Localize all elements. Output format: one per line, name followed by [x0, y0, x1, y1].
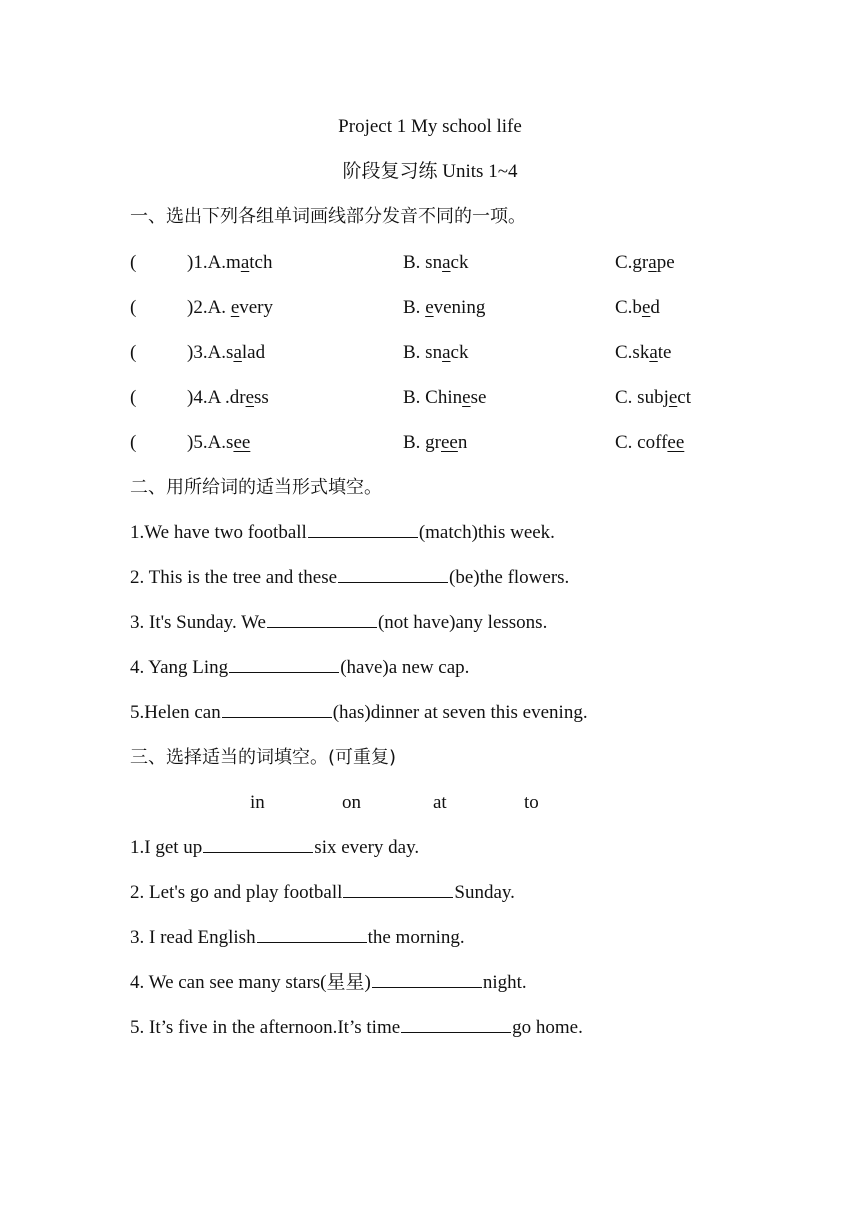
option-text: 4.A .dr [193, 387, 246, 408]
answer-blank[interactable] [372, 971, 482, 988]
question-text: 2. Let's go and play football [130, 882, 343, 903]
option-c [615, 386, 691, 410]
option-text: C. subj [615, 387, 669, 408]
question-text: 5.Helen can [130, 702, 221, 723]
section1-heading: 一、选出下列各组单词画线部分发音不同的一项。 [130, 206, 526, 227]
question-text: 2. This is the tree and these [130, 567, 338, 588]
answer-bracket: ( [130, 297, 137, 318]
option-text: 2.A. [193, 297, 231, 318]
fill-blank-question [130, 521, 555, 545]
option-text: te [657, 342, 672, 363]
option-c [615, 296, 660, 320]
word-bank [0, 791, 860, 815]
answer-blank[interactable] [267, 611, 377, 628]
pronunciation-question [0, 386, 860, 410]
section2-heading: 二、用所给词的适当形式填空。 [130, 477, 382, 498]
fill-blank-question [130, 656, 469, 680]
option-text: B. Chin [403, 387, 463, 408]
option-b [403, 431, 467, 455]
question-text: Sunday. [454, 882, 515, 903]
underlined-letters: e [668, 387, 678, 408]
underlined-letters: ee [441, 432, 458, 453]
option-text: ck [450, 342, 469, 363]
page-title: Project 1 My school life [338, 116, 522, 137]
option-text: 1.A.m [193, 252, 241, 273]
question-text: (not have)any lessons. [377, 612, 548, 633]
answer-bracket: ( [130, 432, 137, 453]
option-text: 5.A.s [193, 432, 234, 453]
answer-bracket-close: ) [187, 297, 194, 318]
pronunciation-question [0, 296, 860, 320]
question-text: six every day. [314, 837, 420, 858]
option-text: C.b [615, 297, 642, 318]
question-text: 1.I get up [130, 837, 203, 858]
option-text: B. [403, 297, 426, 318]
question-text: 3. It's Sunday. We [130, 612, 266, 633]
question-text: (match)this week. [418, 522, 555, 543]
question-text: the morning. [367, 927, 465, 948]
underlined-letters: a [442, 252, 451, 273]
question-text: 4. We can see many stars(星星) [130, 972, 371, 993]
option-text: d [650, 297, 660, 318]
underlined-letters: ee [233, 432, 251, 453]
answer-blank[interactable] [203, 836, 313, 853]
answer-bracket: ( [130, 387, 137, 408]
fill-blank-question [130, 971, 527, 995]
question-text: go home. [512, 1017, 583, 1038]
option-a [187, 341, 265, 365]
option-b [403, 296, 485, 320]
question-text: night. [482, 972, 527, 993]
answer-blank[interactable] [222, 701, 332, 718]
question-text: 4. Yang Ling [130, 657, 229, 678]
option-a [187, 251, 272, 275]
option-a [187, 431, 250, 455]
answer-blank[interactable] [308, 521, 418, 538]
option-text: B. gr [403, 432, 441, 453]
underlined-letters: a [442, 342, 451, 363]
pronunciation-question [0, 251, 860, 275]
fill-blank-question [130, 566, 569, 590]
option-text: 3.A.s [193, 342, 234, 363]
answer-blank[interactable] [401, 1016, 511, 1033]
answer-bracket: ( [130, 252, 137, 273]
pronunciation-question [0, 341, 860, 365]
fill-blank-question [130, 701, 588, 725]
answer-blank[interactable] [229, 656, 339, 673]
underlined-letters: ee [667, 432, 685, 453]
question-text: 1.We have two football [130, 522, 307, 543]
fill-blank-question [130, 836, 419, 860]
word-bank-item: at [433, 792, 447, 813]
option-text: B. sn [403, 252, 443, 273]
fill-blank-question [130, 881, 515, 905]
answer-bracket: ( [130, 342, 137, 363]
underlined-letters: e [425, 297, 434, 318]
option-a [187, 386, 269, 410]
option-text: vening [433, 297, 486, 318]
page-subtitle: 阶段复习练 Units 1~4 [342, 161, 518, 182]
option-b [403, 251, 468, 275]
fill-blank-question [130, 1016, 583, 1040]
underlined-letters: e [230, 297, 240, 318]
underlined-letters: a [240, 252, 250, 273]
answer-bracket-close: ) [187, 342, 194, 363]
option-text: ck [450, 252, 469, 273]
question-text: (have)a new cap. [340, 657, 470, 678]
option-text: very [239, 297, 274, 318]
fill-blank-question [130, 611, 547, 635]
word-bank-item: to [524, 792, 539, 813]
answer-blank[interactable] [343, 881, 453, 898]
option-c [615, 341, 671, 365]
question-text: 3. I read English [130, 927, 256, 948]
underlined-letters: a [233, 342, 242, 363]
option-text: C.gr [615, 252, 649, 273]
option-text: B. sn [403, 342, 443, 363]
option-text: tch [249, 252, 273, 273]
option-text: ct [677, 387, 692, 408]
question-text: 5. It’s five in the afternoon.It’s time [130, 1017, 401, 1038]
option-text: n [457, 432, 468, 453]
word-bank-item: in [250, 792, 265, 813]
option-text: C.sk [615, 342, 650, 363]
option-text: lad [241, 342, 266, 363]
answer-bracket-close: ) [187, 252, 194, 273]
option-c [615, 251, 675, 275]
option-a [187, 296, 273, 320]
option-c [615, 431, 684, 455]
question-text: (be)the flowers. [449, 567, 570, 588]
option-text: ss [254, 387, 269, 408]
fill-blank-question [130, 926, 465, 950]
underlined-letters: e [641, 297, 651, 318]
option-text: se [470, 387, 487, 408]
word-bank-item: on [342, 792, 361, 813]
pronunciation-question [0, 431, 860, 455]
underlined-letters: a [649, 342, 658, 363]
option-text: pe [656, 252, 675, 273]
section3-heading: 三、选择适当的词填空。(可重复) [130, 747, 397, 768]
underlined-letters: e [245, 387, 255, 408]
answer-bracket-close: ) [187, 432, 194, 453]
option-b [403, 386, 486, 410]
answer-bracket-close: ) [187, 387, 194, 408]
underlined-letters: a [648, 252, 657, 273]
answer-blank[interactable] [338, 566, 448, 583]
option-b [403, 341, 468, 365]
underlined-letters: e [462, 387, 471, 408]
question-text: (has)dinner at seven this evening. [332, 702, 588, 723]
answer-blank[interactable] [257, 926, 367, 943]
option-text: C. coff [615, 432, 668, 453]
